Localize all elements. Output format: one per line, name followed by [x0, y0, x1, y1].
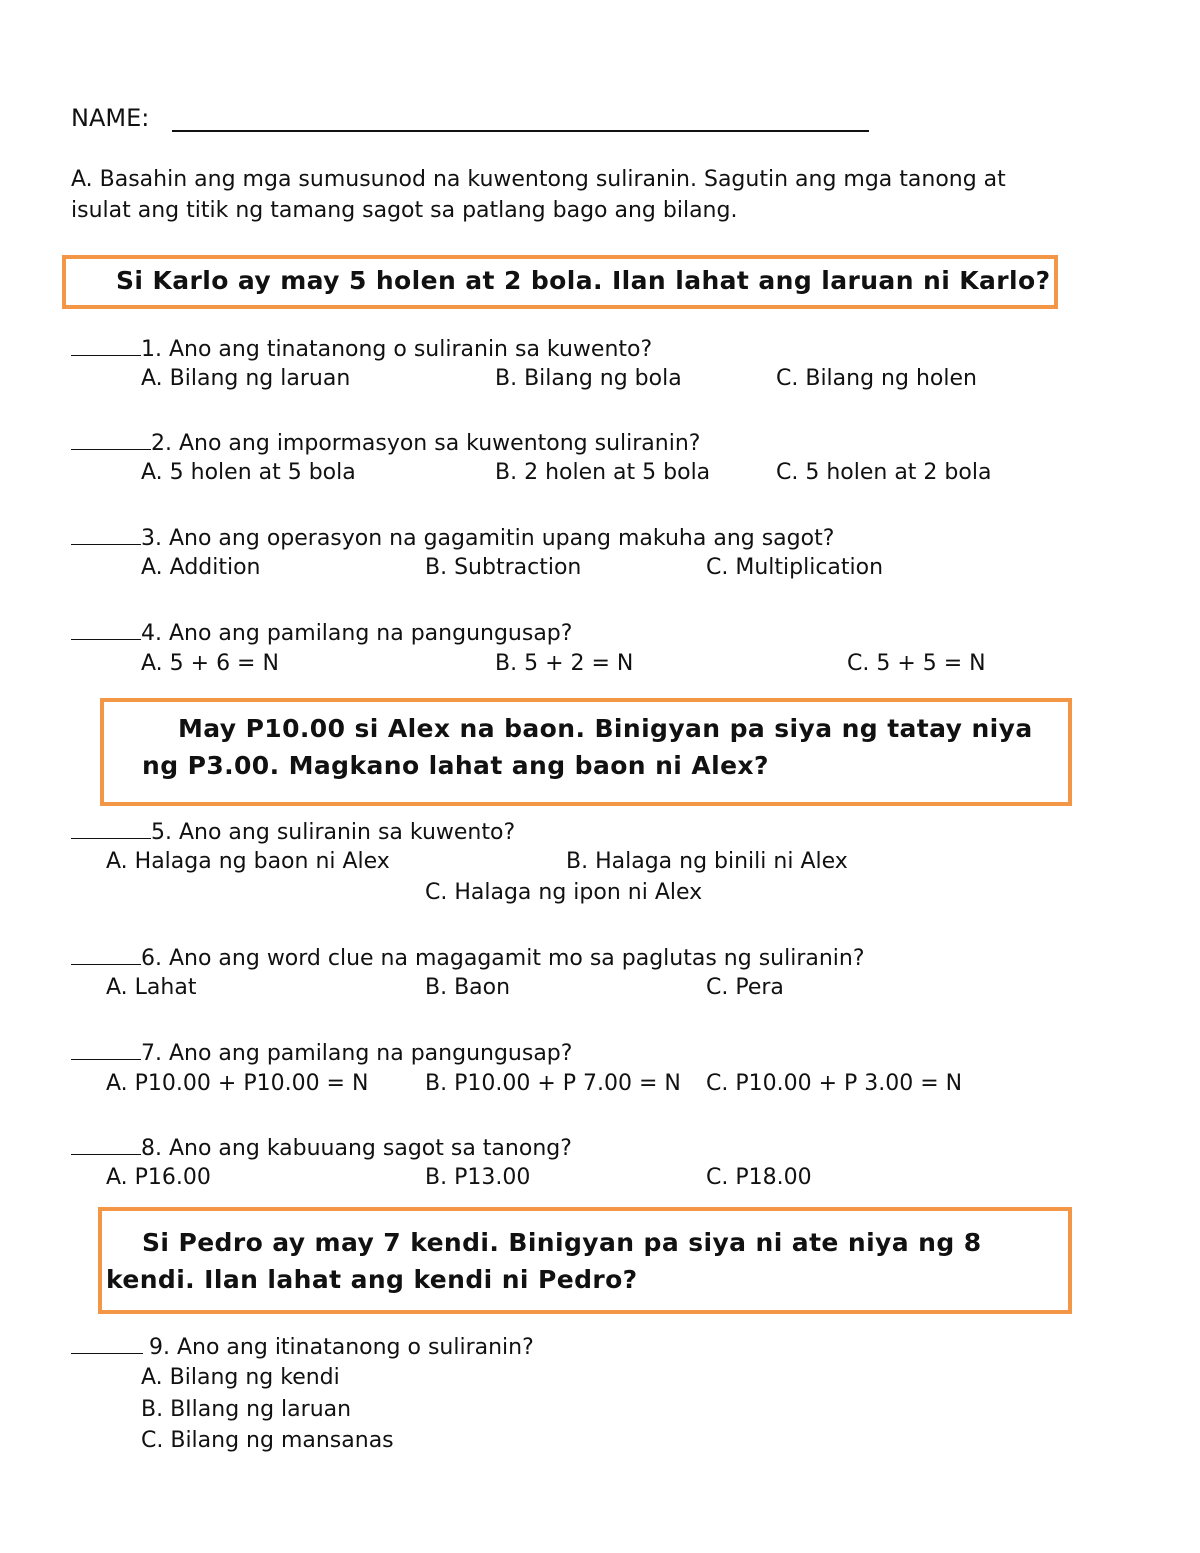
story-box-3 — [98, 1207, 1072, 1314]
question-7-text: 7. Ano ang pamilang na pangungusap? — [141, 1041, 573, 1066]
q4-option-a: A. 5 + 6 = N — [141, 651, 279, 676]
story-2-line-1: May P10.00 si Alex na baon. Binigyan pa siya ng tatay niya — [178, 714, 1033, 743]
question-2-text: 2. Ano ang impormasyon sa kuwentong suliranin? — [151, 431, 701, 456]
q5-option-c: C. Halaga ng ipon ni Alex — [425, 880, 703, 905]
question-1 — [71, 335, 652, 363]
q9-option-c: C. Bilang ng mansanas — [141, 1428, 394, 1453]
instructions-line-1: A. Basahin ang mga sumusunod na kuwentong suliranin. Sagutin ang mga tanong at — [71, 167, 1006, 192]
q2-option-b: B. 2 holen at 5 bola — [495, 460, 711, 485]
q6-option-b: B. Baon — [425, 975, 511, 1000]
q9-option-a: A. Bilang ng kendi — [141, 1365, 340, 1390]
answer-blank-4[interactable] — [71, 619, 141, 640]
q1-option-b: B. Bilang ng bola — [495, 366, 682, 391]
question-1-text: 1. Ano ang tinatanong o suliranin sa kuwento? — [141, 337, 653, 362]
question-8 — [71, 1134, 572, 1162]
story-3-line-1: Si Pedro ay may 7 kendi. Binigyan pa siya ni ate niya ng 8 — [142, 1228, 982, 1257]
answer-blank-6[interactable] — [71, 944, 141, 965]
name-label: NAME: — [71, 104, 150, 132]
q6-option-c: C. Pera — [706, 975, 784, 1000]
q5-option-a: A. Halaga ng baon ni Alex — [106, 849, 390, 874]
q6-option-a: A. Lahat — [106, 975, 197, 1000]
q1-option-a: A. Bilang ng laruan — [141, 366, 351, 391]
q1-option-c: C. Bilang ng holen — [776, 366, 977, 391]
name-blank-line[interactable] — [172, 130, 869, 132]
q3-option-a: A. Addition — [141, 555, 261, 580]
question-4-text: 4. Ano ang pamilang na pangungusap? — [141, 621, 573, 646]
q8-option-b: B. P13.00 — [425, 1165, 531, 1190]
question-9 — [71, 1333, 534, 1361]
question-9-text: 9. Ano ang itinatanong o suliranin? — [149, 1335, 534, 1360]
story-1-text: Si Karlo ay may 5 holen at 2 bola. Ilan lahat ang laruan ni Karlo? — [116, 266, 1051, 295]
q8-option-c: C. P18.00 — [706, 1165, 812, 1190]
answer-blank-1[interactable] — [71, 335, 141, 356]
answer-blank-3[interactable] — [71, 524, 141, 545]
answer-blank-9[interactable] — [71, 1333, 143, 1354]
question-8-text: 8. Ano ang kabuuang sagot sa tanong? — [141, 1136, 572, 1161]
q3-option-b: B. Subtraction — [425, 555, 582, 580]
question-3 — [71, 524, 834, 552]
question-7 — [71, 1039, 572, 1067]
story-2-line-2: ng P3.00. Magkano lahat ang baon ni Alex? — [142, 751, 769, 780]
answer-blank-8[interactable] — [71, 1134, 141, 1155]
answer-blank-7[interactable] — [71, 1039, 141, 1060]
q7-option-a: A. P10.00 + P10.00 = N — [106, 1071, 369, 1096]
question-6-text: 6. Ano ang word clue na magagamit mo sa paglutas ng suliranin? — [141, 946, 865, 971]
question-5 — [71, 818, 515, 846]
question-2 — [71, 429, 700, 457]
instructions-line-2: isulat ang titik ng tamang sagot sa patlang bago ang bilang. — [71, 198, 738, 223]
story-3-line-2: kendi. Ilan lahat ang kendi ni Pedro? — [106, 1265, 638, 1294]
q2-option-c: C. 5 holen at 2 bola — [776, 460, 992, 485]
answer-blank-5[interactable] — [71, 818, 151, 839]
q9-option-b: B. BIlang ng laruan — [141, 1397, 352, 1422]
q7-option-c: C. P10.00 + P 3.00 = N — [706, 1071, 963, 1096]
question-6 — [71, 944, 865, 972]
q7-option-b: B. P10.00 + P 7.00 = N — [425, 1071, 681, 1096]
q8-option-a: A. P16.00 — [106, 1165, 211, 1190]
q4-option-b: B. 5 + 2 = N — [495, 651, 634, 676]
answer-blank-2[interactable] — [71, 429, 151, 450]
q4-option-c: C. 5 + 5 = N — [847, 651, 986, 676]
q2-option-a: A. 5 holen at 5 bola — [141, 460, 356, 485]
question-3-text: 3. Ano ang operasyon na gagamitin upang makuha ang sagot? — [141, 526, 835, 551]
question-5-text: 5. Ano ang suliranin sa kuwento? — [151, 820, 516, 845]
q5-option-b: B. Halaga ng binili ni Alex — [566, 849, 848, 874]
question-4 — [71, 619, 572, 647]
q3-option-c: C. Multiplication — [706, 555, 884, 580]
